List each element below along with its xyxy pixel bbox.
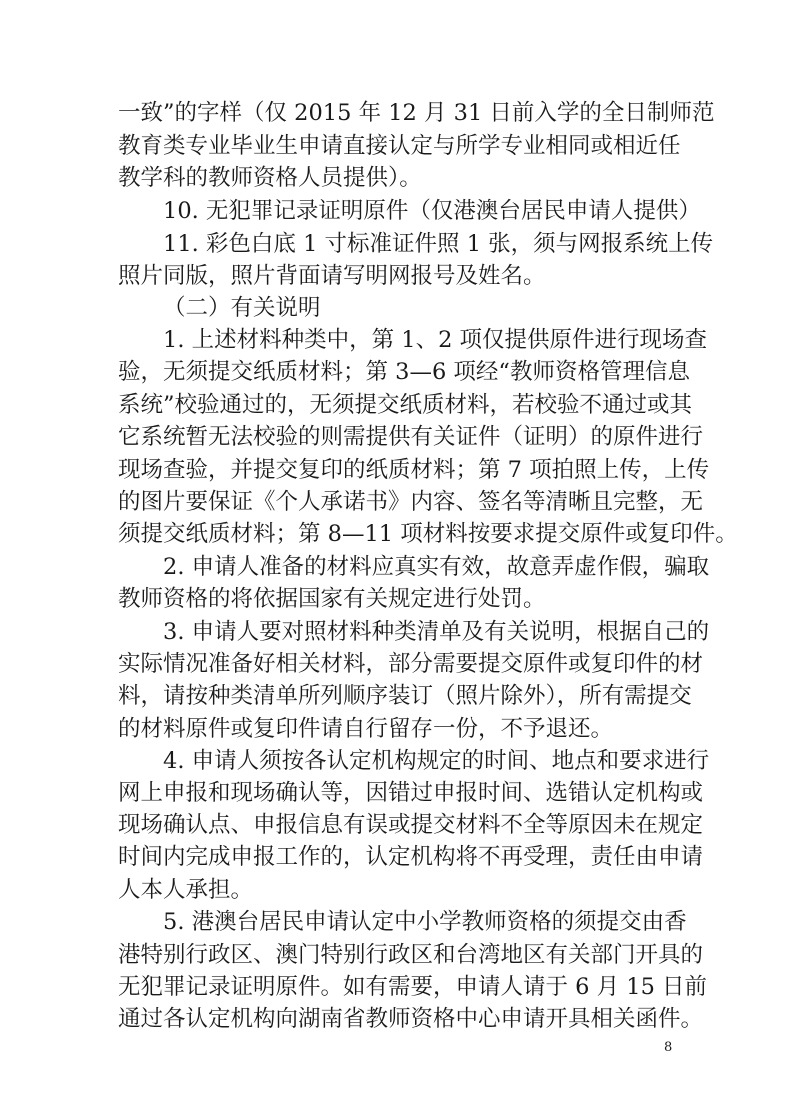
note-3-line: 料，请按种类清单所列顺序装订（照片除外），所有需提交: [118, 682, 692, 709]
note-1-line: 它系统暂无法校验的则需提供有关证件（证明）的原件进行: [118, 424, 704, 451]
note-4-line: 现场确认点、申报信息有误或提交材料不全等原因未在规定: [118, 812, 704, 839]
list-item-11: 11. 彩色白底 1 寸标准证件照 1 张，须与网报系统上传: [163, 230, 714, 257]
body-line: 一致”的字样（仅 2015 年 12 月 31 日前入学的全日制师范: [118, 100, 715, 126]
note-5-line: 港特别行政区、澳门特别行政区和台湾地区有关部门开具的: [118, 942, 704, 969]
note-5-line: 无犯罪记录证明原件。如有需要，申请人请于 6 月 15 日前: [118, 974, 708, 1000]
body-line: 照片同版，照片背面请写明网报号及姓名。: [118, 262, 546, 289]
note-5-line: 5. 港澳台居民申请认定中小学教师资格的须提交由香: [163, 909, 687, 936]
note-1-line: 现场查验，并提交复印的纸质材料；第 7 项拍照上传，上传: [118, 457, 710, 484]
note-4-line: 4. 申请人须按各认定机构规定的时间、地点和要求进行: [163, 747, 710, 774]
note-3-line: 的材料原件或复印件请自行留存一份，不予退还。: [118, 715, 614, 742]
note-3-line: 实际情况准备好相关材料，部分需要提交原件或复印件的材: [118, 650, 704, 677]
note-1-line: 1. 上述材料种类中，第 1、2 项仅提供原件进行现场查: [163, 327, 708, 354]
section-heading: （二）有关说明: [163, 295, 321, 322]
note-1-line: 须提交纸质材料；第 8—11 项材料按要求提交原件或复印件。: [118, 521, 738, 547]
note-1-line: 的图片要保证《个人承诺书》内容、签名等清晰且完整，无: [118, 489, 704, 516]
body-line: 教学科的教师资格人员提供）。: [118, 164, 422, 191]
note-1-line: 系统”校验通过的，无须提交纸质材料，若校验不通过或其: [118, 392, 693, 419]
note-3-line: 3. 申请人要对照材料种类清单及有关说明，根据自己的: [163, 618, 710, 645]
note-1-line: 验，无须提交纸质材料；第 3—6 项经“教师资格管理信息: [118, 359, 690, 386]
note-4-line: 网上申报和现场确认等，因错过申报时间、选错认定机构或: [118, 780, 704, 807]
note-2-line: 教师资格的将依据国家有关规定进行处罚。: [118, 585, 546, 612]
note-4-line: 时间内完成申报工作的，认定机构将不再受理，责任由申请: [118, 844, 704, 871]
note-4-line: 人本人承担。: [118, 877, 254, 904]
list-item-10: 10. 无犯罪记录证明原件（仅港澳台居民申请人提供）: [163, 197, 701, 224]
page-number: 8: [664, 1040, 673, 1055]
note-2-line: 2. 申请人准备的材料应真实有效，故意弄虚作假，骗取: [163, 553, 710, 580]
body-line: 教育类专业毕业生申请直接认定与所学专业相同或相近任: [118, 132, 681, 159]
note-5-line: 通过各认定机构向湖南省教师资格中心申请开具相关函件。: [118, 1006, 704, 1032]
